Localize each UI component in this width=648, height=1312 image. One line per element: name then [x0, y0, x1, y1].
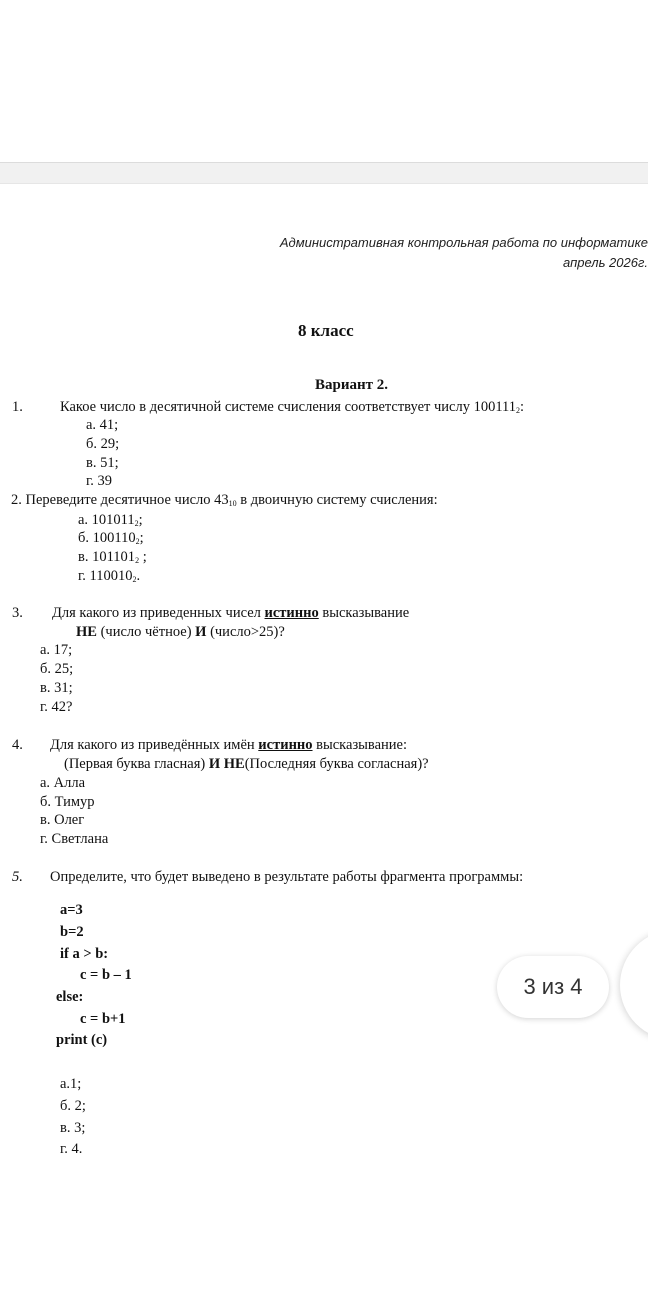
code-line-2: b=2 — [60, 924, 84, 940]
q4-option-a: а. Алла — [40, 775, 86, 791]
code-line-1: a=3 — [60, 902, 83, 918]
code-line-3: if a > b: — [60, 946, 109, 962]
q2-option-a: а. $101011_2$; — [78, 512, 143, 528]
q3-option-c: в. 31; — [40, 680, 73, 696]
q5-text: Определите, что будет выведено в результате работы фрагмента программы: — [50, 869, 524, 885]
code-line-7: print (c) — [56, 1032, 108, 1048]
q5-option-c: в. 3; — [60, 1120, 86, 1136]
q1-option-a: а. 41; — [86, 417, 119, 433]
q4-option-d: г. Светлана — [40, 831, 109, 847]
q3-option-a: а. 17; — [40, 642, 73, 658]
floating-action-button[interactable] — [620, 930, 648, 1040]
code-line-4: c = b – 1 — [80, 967, 132, 983]
q2-text: 2. Переведите десятичное число $43_{10}$ в двоичную систему счисления: — [11, 492, 438, 508]
q3-text: Для какого из приведенных чисел истинно высказывание — [52, 605, 410, 621]
q5-option-b: б. 2; — [60, 1098, 86, 1114]
q1-option-d: г. 39 — [86, 473, 113, 489]
page-indicator: 3 из 4 — [497, 956, 609, 1018]
q1-text: Какое число в десятичной системе счисления соответствует числу $100111_2$: — [60, 399, 525, 415]
q5-option-a: а.1; — [60, 1076, 82, 1092]
viewer-top-bar — [0, 162, 648, 184]
code-line-6: c = b+1 — [80, 1011, 126, 1027]
q3-number: 3. — [12, 605, 23, 621]
q3-option-d: г. 42? — [40, 699, 73, 715]
q3-condition: НЕ (число чётное) И (число>25)? — [76, 624, 285, 640]
q5-option-d: г. 4. — [60, 1141, 83, 1157]
q1-option-c: в. 51; — [86, 455, 119, 471]
q2-option-c: в. $101101_2$ ; — [78, 549, 147, 565]
q2-option-d: г. $110010_2$. — [78, 568, 141, 584]
q3-option-b: б. 25; — [40, 661, 74, 677]
q2-option-b: б. $100110_2$; — [78, 530, 144, 546]
header-line-2: апрель 2026г. — [563, 255, 648, 270]
q4-condition: (Первая буква гласная) И НЕ(Последняя буква согласная)? — [64, 756, 429, 772]
q4-option-c: в. Олег — [40, 812, 85, 828]
page-title: 8 класс — [298, 321, 354, 340]
q4-option-b: б. Тимур — [40, 794, 95, 810]
q4-number: 4. — [12, 737, 23, 753]
q1-number: 1. — [12, 399, 23, 415]
header-line-1: Административная контрольная работа по информатике — [279, 235, 648, 250]
variant-title: Вариант 2. — [315, 377, 389, 393]
q4-text: Для какого из приведённых имён истинно высказывание: — [50, 737, 407, 753]
q1-option-b: б. 29; — [86, 436, 120, 452]
code-line-5: else: — [56, 989, 84, 1005]
q5-number: 5. — [12, 869, 23, 885]
